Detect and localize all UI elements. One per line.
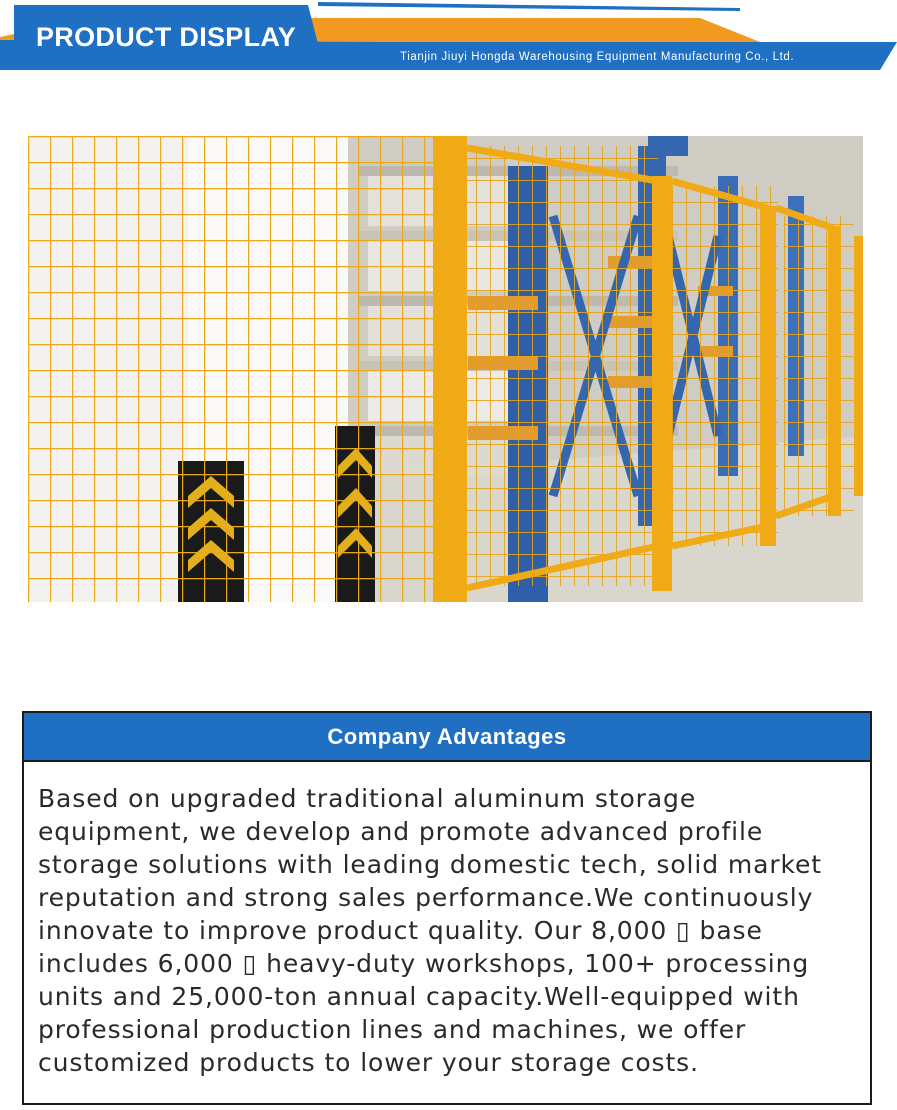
- company-advantages-heading: Company Advantages: [24, 713, 870, 762]
- company-name: Tianjin Jiuyi Hongda Warehousing Equipment Manufacturing Co., Ltd.: [400, 51, 795, 63]
- company-advantages-text: Based on upgraded traditional aluminum storage equipment, we develop and promote advanced profile storage solutions with leading domestic tech, solid market reputation and strong sales performance.We continuously innovate to improve product quality. Our 8,000 ▯ base includes 6,000 ▯ heavy-duty workshops, 100+ processing units and 25,000-ton annual capacity.Well-equipped with professional production lines and machines, we offer customized products to lower your storage costs.: [38, 784, 822, 1077]
- banner-title: PRODUCT DISPLAY: [36, 22, 297, 52]
- fence-illustration: [28, 136, 863, 602]
- company-advantages-box: [22, 711, 872, 1105]
- product-photo: [28, 136, 863, 602]
- product-display-banner: [0, 0, 897, 72]
